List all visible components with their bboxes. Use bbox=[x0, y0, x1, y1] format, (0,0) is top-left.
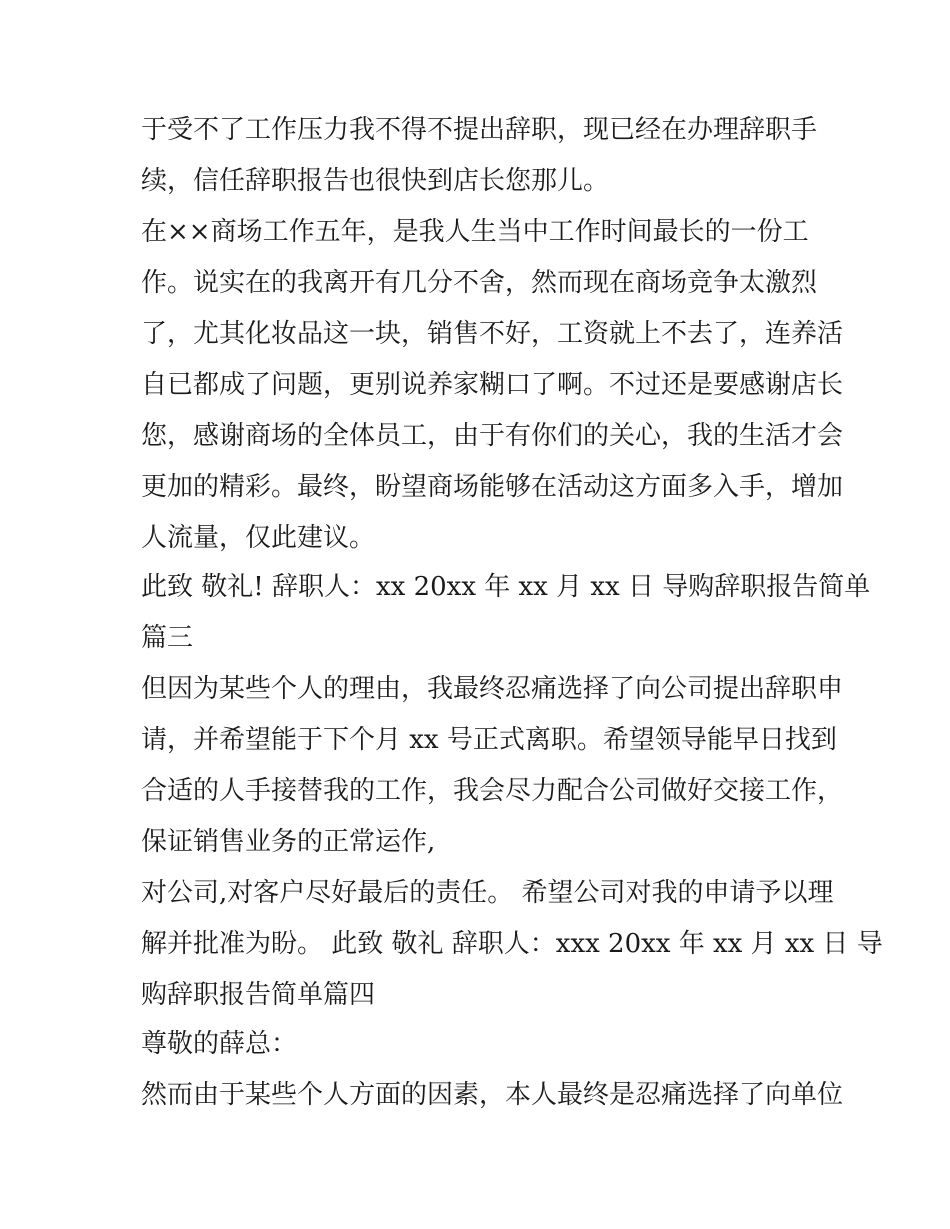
text-line: 此致 敬礼! 辞职人：xx 20xx 年 xx 月 xx 日 导购辞职报告简单 bbox=[141, 572, 871, 602]
text-line: 尊敬的薛总： bbox=[141, 1029, 298, 1059]
text-line: 作。说实在的我离开有几分不舍，然而现在商场竞争太激烈 bbox=[141, 268, 818, 298]
text-line: 合适的人手接替我的工作，我会尽力配合公司做好交接工作， bbox=[141, 776, 844, 806]
text-line: 人流量，仅此建议。 bbox=[141, 523, 376, 553]
text-line: 了，尤其化妆品这一块，销售不好，工资就上不去了，连养活 bbox=[141, 319, 844, 349]
text-line: 请，并希望能于下个月 xx 号正式离职。希望领导能早日找到 bbox=[141, 725, 837, 755]
text-line: 保证销售业务的正常运作, bbox=[141, 827, 436, 857]
text-line: 您，感谢商场的全体员工，由于有你们的关心，我的生活才会 bbox=[141, 421, 844, 451]
text-line: 续，信任辞职报告也很快到店长您那儿。 bbox=[141, 166, 610, 196]
text-line: 然而由于某些个人方面的因素，本人最终是忍痛选择了向单位 bbox=[141, 1080, 844, 1110]
text-line: 对公司,对客户尽好最后的责任。 希望公司对我的申请予以理 bbox=[141, 878, 834, 908]
text-line: 但因为某些个人的理由，我最终忍痛选择了向公司提出辞职申 bbox=[141, 674, 844, 704]
text-line: 更加的精彩。最终，盼望商场能够在活动这方面多入手，增加 bbox=[141, 472, 844, 502]
text-line: 篇三 bbox=[141, 623, 194, 653]
text-line: 在××商场工作五年，是我人生当中工作时间最长的一份工 bbox=[141, 217, 809, 247]
text-line: 自已都成了问题，更别说养家糊口了啊。不过还是要感谢店长 bbox=[141, 370, 844, 400]
text-line: 解并批准为盼。 此致 敬礼 辞职人：xxx 20xx 年 xx 月 xx 日 导 bbox=[141, 929, 883, 959]
text-line: 于受不了工作压力我不得不提出辞职，现已经在办理辞职手 bbox=[141, 115, 818, 145]
text-line: 购辞职报告简单篇四 bbox=[141, 980, 376, 1010]
